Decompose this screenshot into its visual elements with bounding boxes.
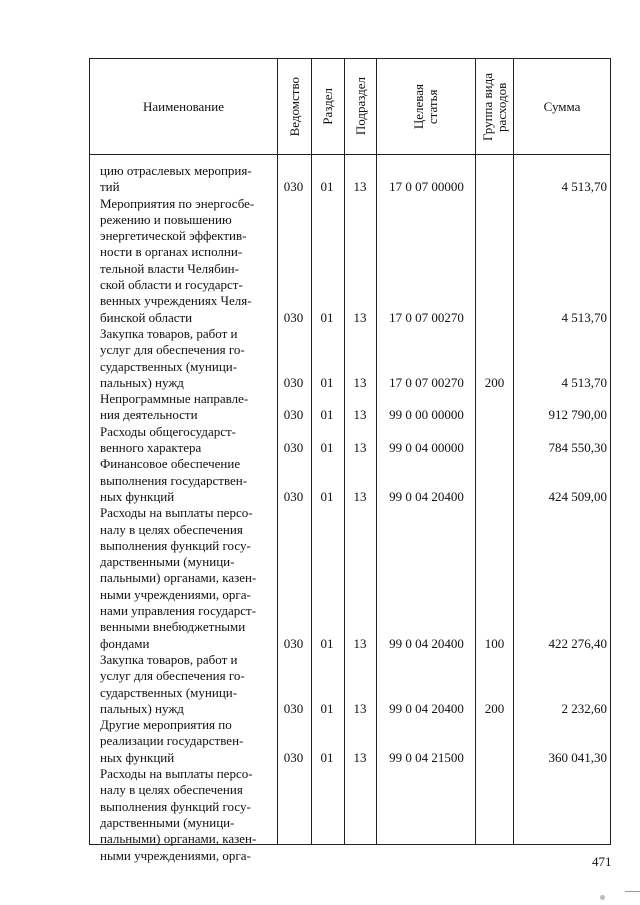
- row-name-line: ности в органах исполни-: [100, 244, 243, 260]
- page-number: 471: [592, 854, 612, 869]
- row-department: 030: [283, 179, 304, 195]
- row-name: [100, 391, 272, 424]
- row-section: 01: [320, 440, 334, 456]
- row-subsection: 13: [353, 749, 367, 765]
- header-name: Наименование: [143, 98, 224, 114]
- row-section: 01: [320, 179, 334, 195]
- row-name-line: венного характера: [100, 440, 202, 456]
- row-sum: 424 509,00: [548, 488, 607, 504]
- row-department: 030: [283, 700, 304, 716]
- row-name-line: венными внебюджетными: [100, 619, 246, 635]
- row-name-line: пальных) нужд: [100, 700, 184, 716]
- row-name: [100, 717, 272, 766]
- header-expense-group: Группа вида расходов: [479, 72, 509, 141]
- row-target-article: 17 0 07 00270: [389, 374, 464, 390]
- row-name-line: Расходы общегосударст-: [100, 423, 236, 439]
- row-name-line: пальными) органами, казен-: [100, 831, 257, 847]
- row-department: 030: [283, 488, 304, 504]
- header-department: Ведомство: [286, 76, 302, 137]
- row-name: [100, 326, 272, 391]
- row-name-line: налу в целях обеспечения: [100, 782, 243, 798]
- row-name-line: Расходы на выплаты персо-: [100, 505, 253, 521]
- row-name: [100, 766, 272, 864]
- row-department: 030: [283, 407, 304, 423]
- header-divider: [90, 154, 610, 155]
- row-department: 030: [283, 749, 304, 765]
- row-name: [100, 424, 272, 457]
- row-name-line: Другие мероприятия по: [100, 717, 232, 733]
- row-name-line: ской области и государст-: [100, 277, 243, 293]
- row-target-article: 99 0 04 20400: [389, 488, 464, 504]
- row-name-line: сударственных (муници-: [100, 358, 238, 374]
- row-section: 01: [320, 749, 334, 765]
- row-name-line: сударственных (муници-: [100, 684, 238, 700]
- row-sum: 4 513,70: [561, 179, 607, 195]
- header-sum: Сумма: [543, 98, 581, 114]
- row-section: 01: [320, 374, 334, 390]
- row-name-line: венных учреждениях Челя-: [100, 293, 252, 309]
- row-name-line: ными учреждениями, орга-: [100, 586, 251, 602]
- row-name-line: реализации государствен-: [100, 733, 244, 749]
- row-name-line: ных функций: [100, 749, 175, 765]
- row-expense-group: 200: [484, 700, 505, 716]
- header-target-article: Целевая статья: [411, 83, 440, 130]
- row-sum: 2 232,60: [561, 700, 607, 716]
- row-sum: 4 513,70: [561, 374, 607, 390]
- scan-artifact: [625, 891, 640, 892]
- row-subsection: 13: [353, 700, 367, 716]
- row-name-line: Мероприятия по энергосбе-: [100, 195, 255, 211]
- row-name-line: пальными) органами, казен-: [100, 570, 257, 586]
- row-name-line: Закупка товаров, работ и: [100, 652, 238, 667]
- header-section: Раздел: [320, 88, 335, 125]
- row-name-line: Закупка товаров, работ и: [100, 326, 238, 341]
- row-name-line: Финансовое обеспечение: [100, 456, 241, 472]
- row-name-line: дарственными (муници-: [100, 554, 235, 570]
- row-name-line: энергетической эффектив-: [100, 228, 247, 244]
- row-section: 01: [320, 488, 334, 504]
- row-name-line: режению и повышению: [100, 211, 232, 227]
- row-name-line: пальных) нужд: [100, 374, 184, 390]
- row-target-article: 99 0 00 00000: [389, 407, 464, 423]
- row-name-line: ными учреждениями, орга-: [100, 847, 251, 863]
- scan-artifact: [600, 895, 605, 900]
- row-name: [100, 456, 272, 505]
- row-section: 01: [320, 635, 334, 651]
- row-name-line: ных функций: [100, 488, 175, 504]
- row-name: [100, 652, 272, 717]
- row-subsection: 13: [353, 179, 367, 195]
- row-department: 030: [283, 374, 304, 390]
- row-target-article: 99 0 04 00000: [389, 440, 464, 456]
- row-target-article: 17 0 07 00270: [389, 309, 464, 325]
- row-expense-group: 100: [484, 635, 505, 651]
- row-name-line: услуг для обеспечения го-: [100, 668, 245, 684]
- row-expense-group: 200: [484, 374, 505, 390]
- row-sum: 360 041,30: [548, 749, 607, 765]
- row-name-line: выполнения функций госу-: [100, 537, 251, 553]
- row-name: [100, 163, 272, 196]
- row-subsection: 13: [353, 374, 367, 390]
- row-department: 030: [283, 440, 304, 456]
- row-subsection: 13: [353, 407, 367, 423]
- row-name-line: цию отраслевых мероприя-: [100, 163, 252, 178]
- row-name-line: тий: [100, 179, 120, 195]
- row-name-line: тельной власти Челябин-: [100, 260, 239, 276]
- header-subsection: Подраздел: [352, 77, 368, 136]
- row-section: 01: [320, 700, 334, 716]
- row-section: 01: [320, 407, 334, 423]
- row-name-line: выполнения функций госу-: [100, 798, 251, 814]
- row-name: [100, 505, 272, 652]
- row-name-line: услуг для обеспечения го-: [100, 342, 245, 358]
- row-name-line: дарственными (муници-: [100, 814, 235, 830]
- row-sum: 784 550,30: [548, 440, 607, 456]
- row-sum: 422 276,40: [548, 635, 607, 651]
- row-subsection: 13: [353, 635, 367, 651]
- row-name-line: налу в целях обеспечения: [100, 521, 243, 537]
- row-section: 01: [320, 309, 334, 325]
- row-name-line: ния деятельности: [100, 407, 198, 423]
- row-target-article: 99 0 04 20400: [389, 635, 464, 651]
- row-name-line: бинской области: [100, 309, 193, 325]
- row-name: [100, 196, 272, 326]
- row-name-line: выполнения государствен-: [100, 472, 248, 488]
- row-name-line: нами управления государст-: [100, 603, 257, 619]
- row-target-article: 17 0 07 00000: [389, 179, 464, 195]
- row-subsection: 13: [353, 488, 367, 504]
- row-department: 030: [283, 635, 304, 651]
- row-subsection: 13: [353, 440, 367, 456]
- row-target-article: 99 0 04 21500: [389, 749, 464, 765]
- row-target-article: 99 0 04 20400: [389, 700, 464, 716]
- row-name-line: фондами: [100, 635, 150, 651]
- row-name-line: Непрограммные направле-: [100, 391, 249, 407]
- row-sum: 4 513,70: [561, 309, 607, 325]
- row-name-line: Расходы на выплаты персо-: [100, 766, 253, 782]
- row-subsection: 13: [353, 309, 367, 325]
- row-department: 030: [283, 309, 304, 325]
- row-sum: 912 790,00: [548, 407, 607, 423]
